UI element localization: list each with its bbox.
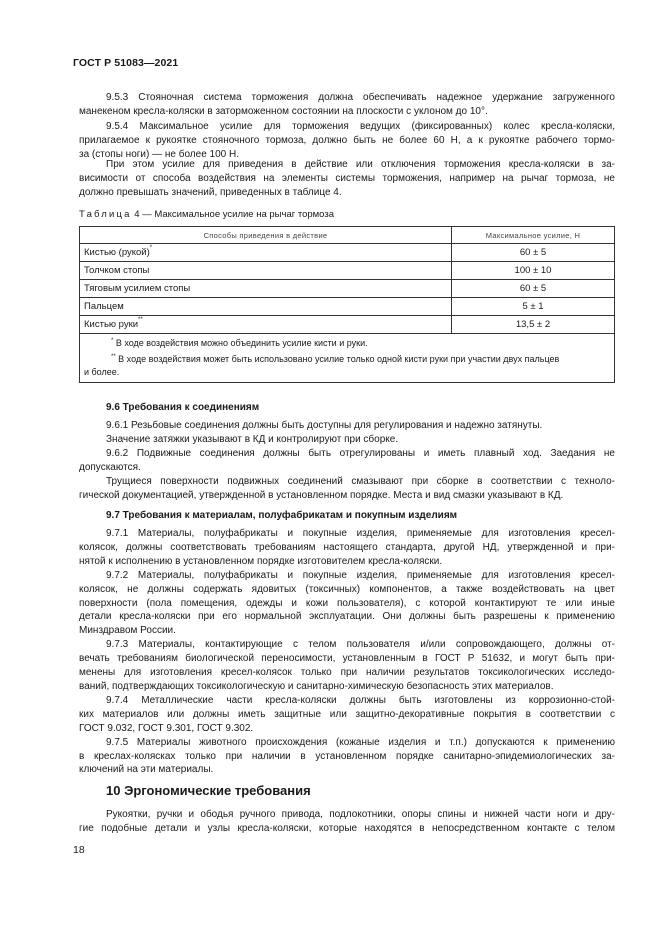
note-text: В ходе воздействия можно объединить усилие кисти и руки. <box>113 338 368 348</box>
table-row <box>80 262 615 280</box>
text-line: нятой к исполнению в установленном порядке изготовителем кресла-коляски. <box>79 555 443 567</box>
text-line: колясок, должны соответствовать требованиям настоящего стандарта, другой НД, утвержденной и при- <box>79 541 615 553</box>
text-line: Значение затяжки указывают в КД и контролируют при сборке. <box>106 433 399 445</box>
text-line: 9.7.4 Металлические части кресла-коляски должны быть изготовлены из коррозионно-стой- <box>106 694 615 706</box>
method-text: Кистью (рукой) <box>84 247 150 258</box>
text-line: ваний, подтверждающих токсикологическую и санитарно-химическую безопасность этих материалов. <box>79 680 554 692</box>
text-line: 9.6.2 Подвижные соединения должны быть отрегулированы и иметь плавный ход. Заедания не <box>106 447 615 459</box>
table-cell-value: 100 ± 10 <box>452 262 615 280</box>
table-note-1 <box>84 337 610 350</box>
note-text: В ходе воздействия может быть использовано усилие только одной кисти руки при участии двух пальцев <box>115 354 560 364</box>
table-caption <box>79 209 334 220</box>
table-cell-value: 60 ± 5 <box>452 280 615 298</box>
text-line: прилагаемое к рукоятке стояночного тормоза, должно быть не более 60 Н, а к рукоятке рабочего тормо- <box>79 134 615 146</box>
text-line: ких материалов или должны иметь защитные или защитно-декоративные покрытия в соответствии с <box>79 708 615 720</box>
text-line: гической документацией, утвержденной в установленном порядке. Места и вид смазки указывают в КД. <box>79 489 564 501</box>
text-line: манекеном кресла-коляски в заторможенном состоянии на плоскости с уклоном до 10°. <box>79 105 488 117</box>
text-line: за (стопы ноги) — не более 100 Н. <box>79 148 239 160</box>
document-header: ГОСТ Р 51083—2021 <box>73 57 179 69</box>
text-line: детали кресла-коляски при его нормальной эксплуатации. Они должны быть разрешены к применению <box>79 611 615 623</box>
paragraph-9-5-4 <box>79 120 615 162</box>
table-cell-method <box>80 244 452 262</box>
page-number: 18 <box>73 844 85 856</box>
text-line: 9.5.4 Максимальное усилие для торможения ведущих (фиксированных) колес кресла-коляски, <box>106 121 615 132</box>
text-line: 9.7.1 Материалы, полуфабрикаты и покупные изделия, применяемые для изготовления кресел- <box>106 528 615 539</box>
text-line: ключений на эти материалы. <box>79 764 214 776</box>
table-row <box>80 244 615 262</box>
text-line: ГОСТ 9.032, ГОСТ 9.301, ГОСТ 9.302. <box>79 722 254 734</box>
text-line: колясок, не должны содержать ядовитых (токсичных) компонентов, а также воздействовать на цвет <box>79 583 615 595</box>
text-line: 9.5.3 Стояночная система торможения должна обеспечивать надежное удержание загруженного <box>106 92 615 103</box>
method-text: Толчком стопы <box>84 265 150 276</box>
method-text: Тяговым усилием стопы <box>84 283 191 294</box>
text-line: гие подобные детали и узлы кресла-коляски, которые находятся в непосредственном контакте с телом <box>79 822 615 834</box>
text-line: менены для изготовления кресел-колясок только при наличии результатов токсикологических исследо- <box>79 667 615 679</box>
footnote-mark: * <box>149 245 153 251</box>
text-line: Трущиеся поверхности подвижных соединений смазывают при сборке в соответствии с техноло- <box>106 475 615 487</box>
table-row <box>80 316 615 334</box>
text-line: 9.7.3 Материалы, контактирующие с телом пользователя и/или сопровождающего, должны от- <box>106 639 615 651</box>
table-cell-value: 60 ± 5 <box>452 244 615 262</box>
table-note-2-cont: и более. <box>84 367 120 377</box>
section-heading-10: 10 Эргономические требования <box>106 783 311 798</box>
text-line: 9.7.2 Материалы, полуфабрикаты и покупные изделия, применяемые для изготовления кресел- <box>106 569 615 581</box>
table-notes <box>80 334 615 383</box>
section-9-6-body <box>79 419 615 502</box>
text-line: 9.7.5 Материалы животного происхождения (кожаные изделия и т.п.) допускаются к применению <box>106 736 615 748</box>
text-line: висимости от способа воздействия на элементы системы торможения, например на рычаг тормоза, не <box>79 172 615 184</box>
table-notes-row <box>80 334 615 383</box>
table-note-2 <box>84 353 610 366</box>
text-line: допускаются. <box>79 461 141 473</box>
paragraph-brake-force <box>79 158 615 200</box>
note-mark: ** <box>111 354 116 360</box>
table-cell-value: 5 ± 1 <box>452 298 615 316</box>
section-10-body <box>79 808 615 836</box>
text-line: Рукоятки, ручки и ободья ручного привода, подлокотники, опоры спины и нижней части ноги и дру- <box>106 809 615 820</box>
table-cell-method <box>80 316 452 334</box>
text-line: в креслах-колясках только при наличии в установленном порядке санитарно-эпидемиологических за- <box>79 750 615 762</box>
method-text: Кистью руки <box>84 319 139 330</box>
note-mark: * <box>111 338 114 344</box>
column-header-method: Способы приведения в действие <box>80 227 452 244</box>
method-text: Пальцем <box>84 301 124 312</box>
text-line: Минздравом России. <box>79 625 176 637</box>
table-row <box>80 298 615 316</box>
table-header-row <box>80 227 615 244</box>
section-heading-9-7: 9.7 Требования к материалам, полуфабрикатам и покупным изделиям <box>106 510 458 521</box>
section-9-7-body <box>79 527 615 777</box>
text-line: вечать требованиям биологической переносимости, установленным в ГОСТ Р 51632, и могут быть при- <box>79 653 615 665</box>
table-cell-method <box>80 298 452 316</box>
footnote-mark: ** <box>138 317 143 323</box>
table-cell-method <box>80 280 452 298</box>
table-caption-text: 4 — Максимальное усилие на рычаг тормоза <box>134 209 334 220</box>
column-header-force: Максимальное усилие, Н <box>452 227 615 244</box>
table-4 <box>79 226 615 383</box>
table-caption-word: Таблица <box>79 209 132 220</box>
text-line: должно превышать значений, приведенных в таблице 4. <box>79 186 342 198</box>
section-heading-9-6: 9.6 Требования к соединениям <box>106 402 260 413</box>
table-row <box>80 280 615 298</box>
paragraph-9-5-3 <box>79 91 615 119</box>
table-cell-method <box>80 262 452 280</box>
text-line: 9.6.1 Резьбовые соединения должны быть доступны для регулирования и надежно затянуты. <box>106 420 543 431</box>
table-cell-value: 13,5 ± 2 <box>452 316 615 334</box>
text-line: поверхности (пола помещения, одежды и кожи пользователя), с которой контактируют те или иные <box>79 597 615 609</box>
text-line: При этом усилие для приведения в действие или отключения торможения кресла-коляски в за- <box>106 159 615 170</box>
